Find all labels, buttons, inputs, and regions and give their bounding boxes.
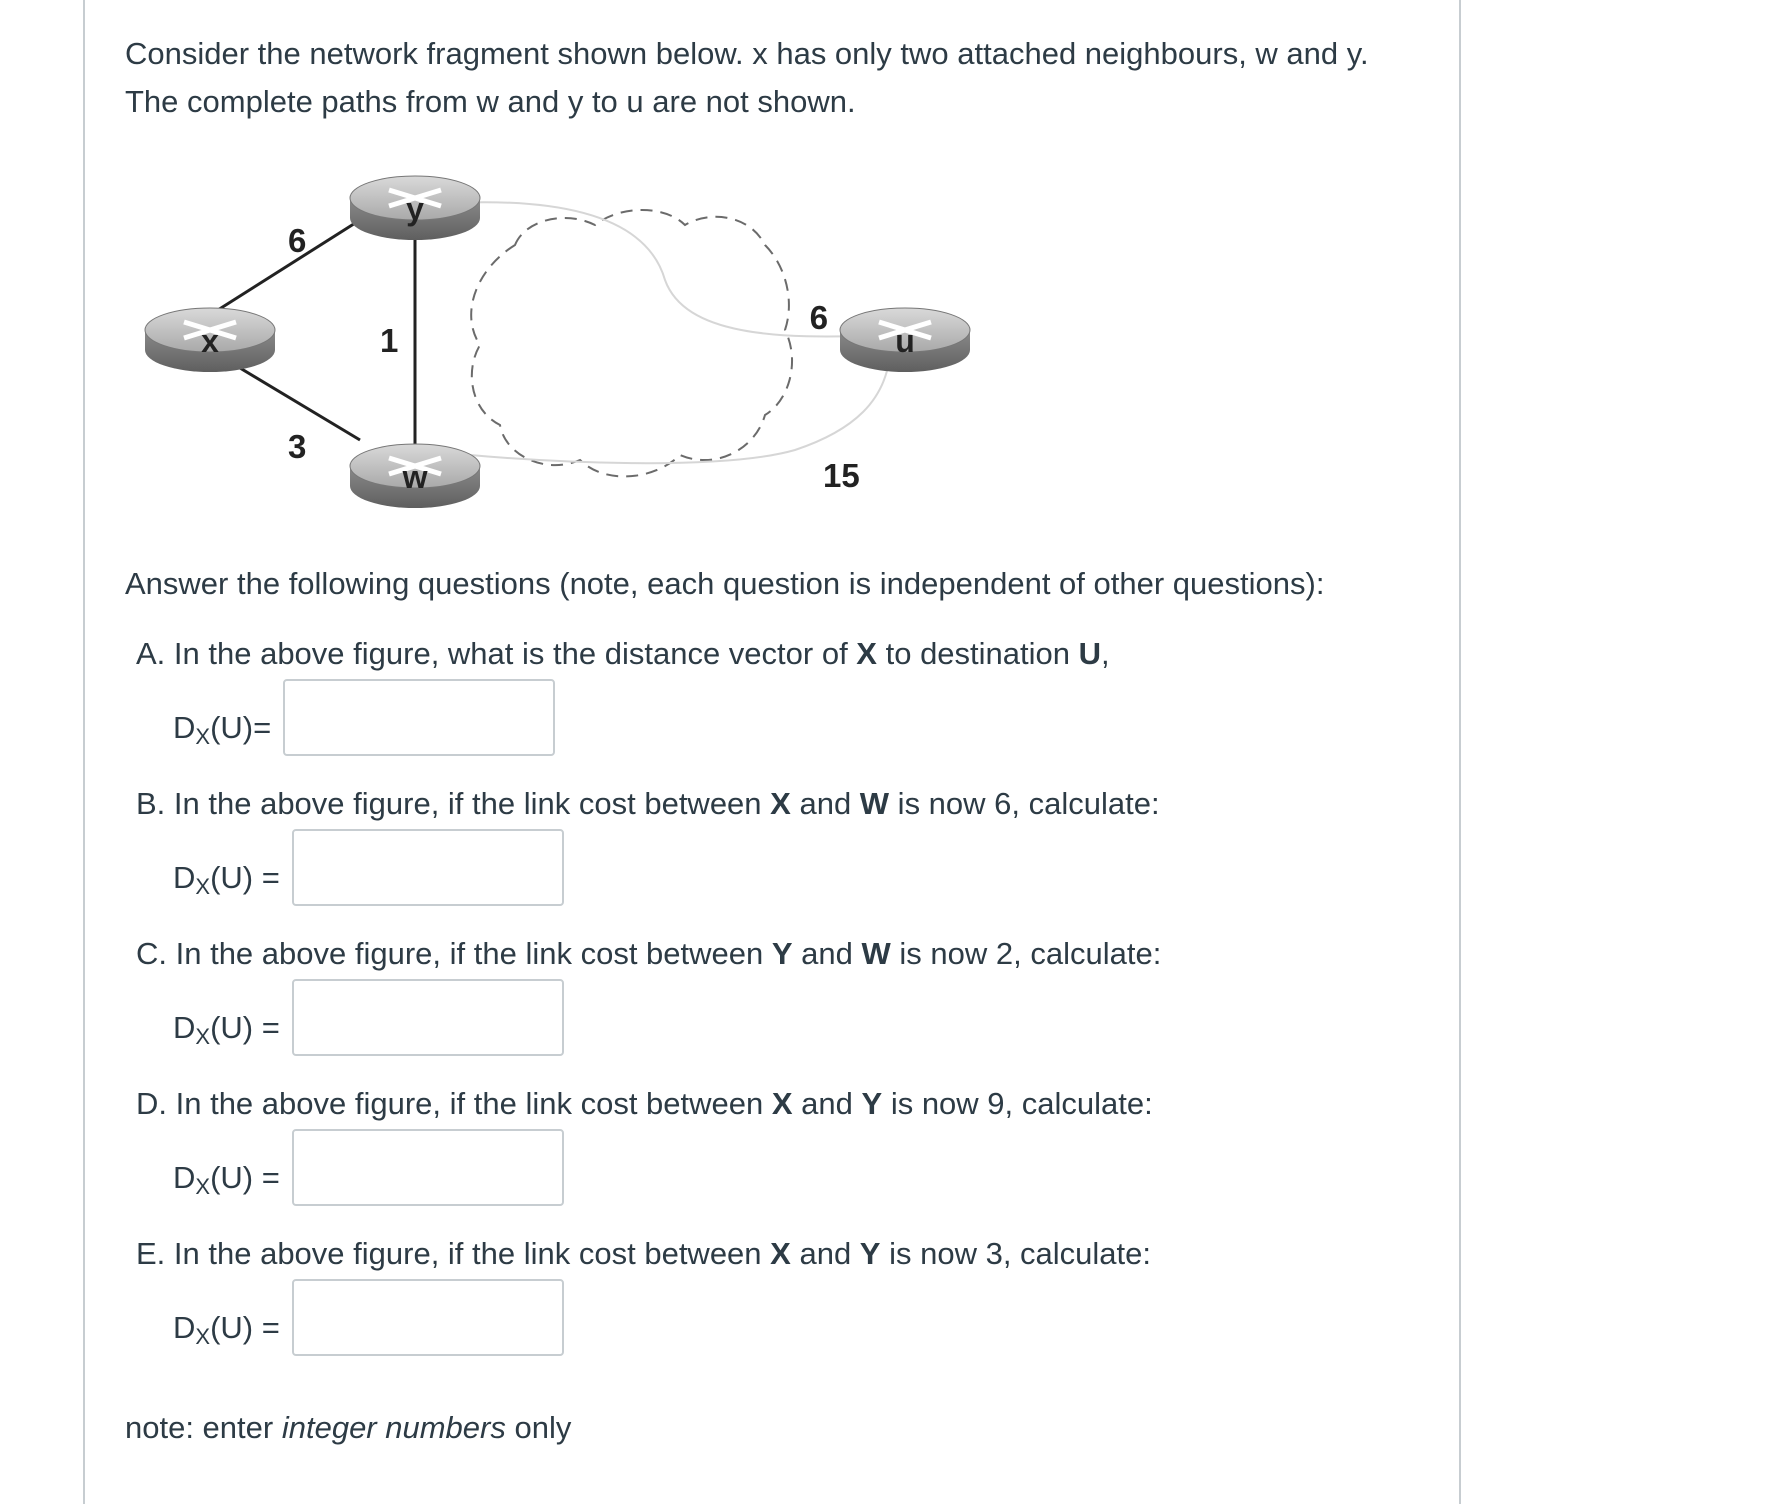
dx-sub: X xyxy=(195,1024,211,1049)
note xyxy=(125,1404,571,1452)
question-d-suffix: is now 9, calculate: xyxy=(882,1086,1153,1121)
path-w-to-u xyxy=(420,355,890,463)
question-a xyxy=(136,630,1110,678)
question-d-bold-1: X xyxy=(771,1086,793,1121)
question-c-bold-2: W xyxy=(861,936,891,971)
router-x-icon xyxy=(145,308,275,372)
dx-label: D xyxy=(173,1010,196,1045)
dx-sub: X xyxy=(195,1324,211,1349)
dx-label: D xyxy=(173,710,196,745)
router-y-icon xyxy=(350,176,480,240)
cost-y-u: 9 xyxy=(809,299,828,336)
question-c-suffix: is now 2, calculate: xyxy=(890,936,1162,971)
question-a-bold-1: X xyxy=(856,636,877,671)
question-e-bold-1: X xyxy=(770,1236,791,1271)
dx-tail: (U) = xyxy=(210,1310,280,1345)
question-d-text: D. In the above figure, if the link cost between xyxy=(136,1086,772,1121)
dx-tail: (U) = xyxy=(210,1010,280,1045)
answer-c-label xyxy=(173,1004,280,1061)
answer-instructions: Answer the following questions (note, each question is independent of other questions): xyxy=(125,566,1325,601)
network-figure xyxy=(125,150,1005,540)
question-b xyxy=(136,780,1160,828)
intro-line-2: The complete paths from w and y to u are not shown. xyxy=(125,84,856,119)
question-b-mid: and xyxy=(790,786,860,821)
question-c-mid: and xyxy=(792,936,862,971)
answer-e-input[interactable] xyxy=(292,1279,564,1356)
question-e xyxy=(136,1230,1151,1278)
dx-tail: (U)= xyxy=(210,710,272,745)
answer-d-input[interactable] xyxy=(292,1129,564,1206)
question-c-bold-1: Y xyxy=(771,936,793,971)
question-b-text: B. In the above figure, if the link cost between xyxy=(136,786,771,821)
node-label-x: x xyxy=(201,323,219,359)
answer-b-label xyxy=(173,854,280,911)
answer-c-input[interactable] xyxy=(292,979,564,1056)
node-label-u: u xyxy=(895,323,915,359)
cost-w-u: 15 xyxy=(823,457,860,494)
link-x-y xyxy=(210,220,360,315)
question-e-mid: and xyxy=(790,1236,860,1271)
question-a-mid: to destination xyxy=(876,636,1079,671)
question-intro xyxy=(125,30,1425,126)
note-emphasis: integer numbers xyxy=(281,1410,506,1445)
question-c-text: C. In the above figure, if the link cost between xyxy=(136,936,772,971)
question-e-bold-2: Y xyxy=(859,1236,881,1271)
dx-label: D xyxy=(173,1160,196,1195)
question-d xyxy=(136,1080,1153,1128)
network-cloud xyxy=(471,210,792,476)
question-b-suffix: is now 6, calculate: xyxy=(889,786,1160,821)
question-d-bold-2: Y xyxy=(861,1086,883,1121)
cost-y-w: 1 xyxy=(380,322,399,359)
router-u-icon xyxy=(840,308,970,372)
question-d-mid: and xyxy=(792,1086,862,1121)
answer-e-label xyxy=(173,1304,280,1361)
intro-line-1: Consider the network fragment shown below. x has only two attached neighbours, w and y. xyxy=(125,36,1369,71)
cost-x-y: 6 xyxy=(288,222,307,259)
dx-tail: (U) = xyxy=(210,860,280,895)
question-b-bold-1: X xyxy=(770,786,791,821)
node-label-w: w xyxy=(402,459,428,495)
question-a-bold-2: U xyxy=(1078,636,1102,671)
note-suffix: only xyxy=(505,1410,572,1445)
question-e-text: E. In the above figure, if the link cost between xyxy=(136,1236,771,1271)
question-a-suffix: , xyxy=(1101,636,1110,671)
network-diagram xyxy=(125,150,1005,540)
dx-sub: X xyxy=(195,724,211,749)
dx-sub: X xyxy=(195,874,211,899)
dx-sub: X xyxy=(195,1174,211,1199)
question-a-text: A. In the above figure, what is the distance vector of xyxy=(136,636,857,671)
router-w-icon xyxy=(350,444,480,508)
question-e-suffix: is now 3, calculate: xyxy=(880,1236,1152,1271)
answer-a-input[interactable] xyxy=(283,679,555,756)
question-c xyxy=(136,930,1161,978)
question-b-bold-2: W xyxy=(859,786,890,821)
dx-tail: (U) = xyxy=(210,1160,280,1195)
dx-label: D xyxy=(173,860,196,895)
note-prefix: note: enter xyxy=(125,1410,282,1445)
answer-b-input[interactable] xyxy=(292,829,564,906)
answer-a-label xyxy=(173,704,271,761)
answer-d-label xyxy=(173,1154,280,1211)
cost-x-w: 3 xyxy=(288,428,307,465)
dx-label: D xyxy=(173,1310,196,1345)
node-label-y: y xyxy=(406,191,424,227)
